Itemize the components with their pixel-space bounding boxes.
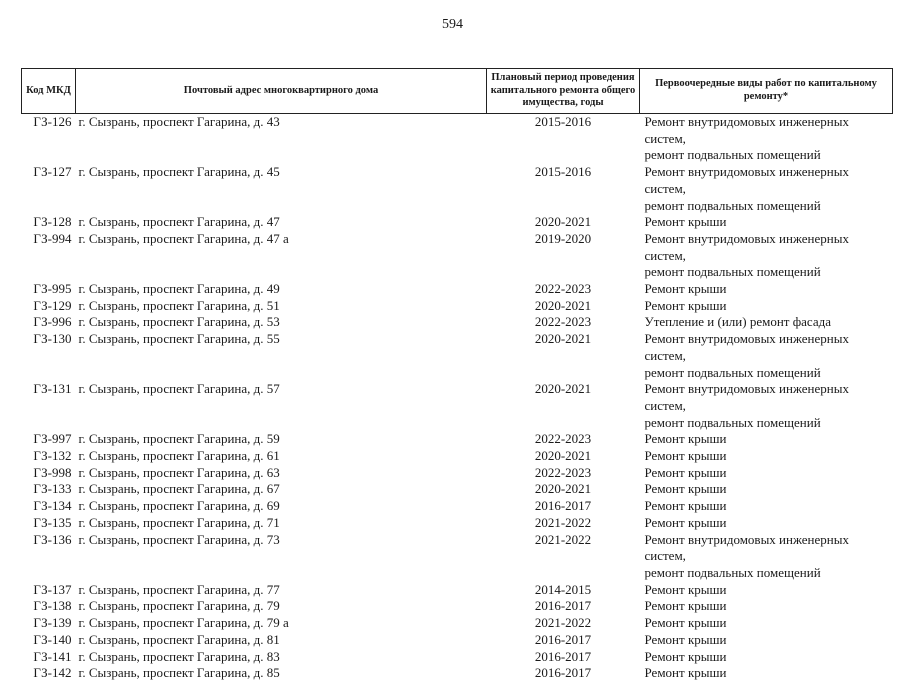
row-works	[640, 114, 893, 165]
row-code: ГЗ-139	[33, 615, 72, 631]
page-number: 594	[442, 17, 463, 32]
row-period: 2020-2021	[534, 297, 592, 313]
row-code: ГЗ-132	[33, 448, 72, 464]
work-line: Ремонт внутридомовых инженерных систем,	[644, 230, 849, 263]
row-period: 2019-2020	[534, 230, 592, 246]
row-works	[640, 431, 893, 448]
row-address: г. Сызрань, проспект Гагарина, д. 67	[78, 481, 280, 497]
row-works	[640, 598, 893, 615]
row-period: 2020-2021	[534, 214, 592, 230]
row-address: г. Сызрань, проспект Гагарина, д. 79 а	[78, 615, 289, 631]
row-period: 2016-2017	[534, 665, 592, 681]
row-address: г. Сызрань, проспект Гагарина, д. 73	[78, 531, 280, 547]
row-address: г. Сызрань, проспект Гагарина, д. 63	[78, 464, 280, 480]
row-code: ГЗ-137	[33, 581, 72, 597]
table-header-row	[22, 69, 893, 114]
work-line: Ремонт внутридомовых инженерных систем,	[644, 381, 849, 413]
row-address: г. Сызрань, проспект Гагарина, д. 53	[78, 314, 280, 330]
row-address: г. Сызрань, проспект Гагарина, д. 43	[78, 114, 280, 129]
work-line: Ремонт крыши	[644, 448, 727, 464]
row-code: ГЗ-126	[33, 114, 72, 129]
work-line: Ремонт крыши	[644, 648, 727, 664]
row-code: ГЗ-997	[33, 431, 72, 447]
work-line: Ремонт крыши	[644, 665, 727, 681]
table-row	[22, 498, 893, 515]
row-period: 2021-2022	[534, 615, 592, 631]
row-address: г. Сызрань, проспект Гагарина, д. 85	[78, 665, 280, 681]
row-period: 2022-2023	[534, 431, 592, 447]
row-period: 2022-2023	[534, 464, 592, 480]
table-row	[22, 665, 893, 682]
work-line: Ремонт крыши	[644, 498, 727, 514]
work-line: ремонт подвальных помещений	[644, 197, 821, 213]
row-address: г. Сызрань, проспект Гагарина, д. 57	[78, 381, 280, 397]
row-address: г. Сызрань, проспект Гагарина, д. 59	[78, 431, 280, 447]
table-row	[22, 281, 893, 298]
row-period: 2020-2021	[534, 381, 592, 397]
work-line: ремонт подвальных помещений	[644, 147, 821, 163]
row-address: г. Сызрань, проспект Гагарина, д. 83	[78, 648, 280, 664]
row-works	[640, 665, 893, 682]
row-code: ГЗ-141	[33, 648, 72, 664]
work-line: Ремонт крыши	[644, 615, 727, 631]
row-period: 2020-2021	[534, 448, 592, 464]
row-works	[640, 582, 893, 599]
row-works	[640, 481, 893, 498]
row-period: 2021-2022	[534, 514, 592, 530]
table-body	[22, 114, 893, 682]
table-row	[22, 381, 893, 431]
row-period: 2022-2023	[534, 281, 592, 297]
row-code: ГЗ-142	[33, 665, 72, 681]
row-address: г. Сызрань, проспект Гагарина, д. 71	[78, 514, 280, 530]
row-code: ГЗ-995	[33, 281, 72, 297]
row-code: ГЗ-133	[33, 481, 72, 497]
row-code: ГЗ-127	[33, 164, 72, 180]
row-code: ГЗ-129	[33, 297, 72, 313]
work-line: Ремонт крыши	[644, 431, 727, 447]
row-works	[640, 298, 893, 315]
work-line: Ремонт крыши	[644, 481, 727, 497]
row-period: 2016-2017	[534, 598, 592, 614]
row-address: г. Сызрань, проспект Гагарина, д. 47 а	[78, 230, 289, 246]
table-row	[22, 431, 893, 448]
work-line: ремонт подвальных помещений	[644, 564, 821, 580]
header-period: Плановый период проведения капитального ремонта общего имущества, годы	[487, 69, 640, 114]
header-address: Почтовый адрес многоквартирного дома	[76, 69, 487, 114]
table-row	[22, 582, 893, 599]
row-period: 2016-2017	[534, 648, 592, 664]
table-row	[22, 214, 893, 231]
work-line: Ремонт внутридомовых инженерных систем,	[644, 331, 849, 363]
row-period: 2014-2015	[534, 581, 592, 597]
work-line: Ремонт крыши	[644, 581, 727, 597]
table-row	[22, 532, 893, 582]
work-line: Ремонт крыши	[644, 631, 727, 647]
row-period: 2021-2022	[534, 531, 592, 547]
table-row	[22, 632, 893, 649]
table-row	[22, 481, 893, 498]
row-works	[640, 515, 893, 532]
row-period: 2015-2016	[534, 164, 592, 180]
row-code: ГЗ-136	[33, 531, 72, 547]
row-works	[640, 164, 893, 214]
row-works	[640, 314, 893, 331]
row-works	[640, 632, 893, 649]
row-code: ГЗ-994	[33, 230, 72, 246]
table-row	[22, 615, 893, 632]
work-line: ремонт подвальных помещений	[644, 264, 821, 280]
row-address: г. Сызрань, проспект Гагарина, д. 79	[78, 598, 280, 614]
row-works	[640, 465, 893, 482]
table-row	[22, 231, 893, 281]
work-line: Ремонт крыши	[644, 297, 727, 313]
work-line: Ремонт крыши	[644, 514, 727, 530]
row-period: 2016-2017	[534, 631, 592, 647]
row-code: ГЗ-996	[33, 314, 72, 330]
table-row	[22, 114, 893, 165]
row-works	[640, 281, 893, 298]
work-line: Ремонт внутридомовых инженерных систем,	[644, 164, 849, 196]
row-works	[640, 381, 893, 431]
row-works	[640, 448, 893, 465]
row-works	[640, 498, 893, 515]
row-period: 2016-2017	[534, 498, 592, 514]
row-works	[640, 231, 893, 281]
row-works	[640, 331, 893, 381]
capital-repair-table	[21, 68, 893, 682]
work-line: Ремонт крыши	[644, 214, 727, 230]
row-code: ГЗ-130	[33, 331, 72, 347]
table-row	[22, 598, 893, 615]
table-row	[22, 314, 893, 331]
row-code: ГЗ-138	[33, 598, 72, 614]
row-code: ГЗ-998	[33, 464, 72, 480]
work-line: Ремонт крыши	[644, 281, 727, 297]
row-address: г. Сызрань, проспект Гагарина, д. 51	[78, 297, 280, 313]
row-code: ГЗ-134	[33, 498, 72, 514]
header-code: Код МКД	[22, 69, 76, 114]
row-works	[640, 532, 893, 582]
table-row	[22, 298, 893, 315]
row-period: 2020-2021	[534, 331, 592, 347]
work-line: Ремонт крыши	[644, 598, 727, 614]
table-row	[22, 465, 893, 482]
row-code: ГЗ-128	[33, 214, 72, 230]
row-period: 2015-2016	[534, 114, 592, 129]
row-address: г. Сызрань, проспект Гагарина, д. 69	[78, 498, 280, 514]
row-code: ГЗ-131	[33, 381, 72, 397]
row-code: ГЗ-135	[33, 514, 72, 530]
row-works	[640, 649, 893, 666]
work-line: Ремонт внутридомовых инженерных систем,	[644, 114, 849, 146]
work-line: ремонт подвальных помещений	[644, 364, 821, 380]
row-code: ГЗ-140	[33, 631, 72, 647]
row-period: 2020-2021	[534, 481, 592, 497]
work-line: Ремонт крыши	[644, 464, 727, 480]
work-line: ремонт подвальных помещений	[644, 414, 821, 430]
row-address: г. Сызрань, проспект Гагарина, д. 81	[78, 631, 280, 647]
table-row	[22, 649, 893, 666]
row-address: г. Сызрань, проспект Гагарина, д. 45	[78, 164, 280, 180]
table-row	[22, 331, 893, 381]
row-works	[640, 214, 893, 231]
row-address: г. Сызрань, проспект Гагарина, д. 55	[78, 331, 280, 347]
row-works	[640, 615, 893, 632]
work-line: Ремонт внутридомовых инженерных систем,	[644, 531, 849, 564]
row-period: 2022-2023	[534, 314, 592, 330]
table-row	[22, 164, 893, 214]
work-line: Утепление и (или) ремонт фасада	[644, 314, 831, 330]
row-address: г. Сызрань, проспект Гагарина, д. 47	[78, 214, 280, 230]
row-address: г. Сызрань, проспект Гагарина, д. 49	[78, 281, 280, 297]
table-row	[22, 448, 893, 465]
table-row	[22, 515, 893, 532]
header-works: Первоочередные виды работ по капитальному ремонту*	[640, 69, 893, 114]
row-address: г. Сызрань, проспект Гагарина, д. 77	[78, 581, 280, 597]
row-address: г. Сызрань, проспект Гагарина, д. 61	[78, 448, 280, 464]
